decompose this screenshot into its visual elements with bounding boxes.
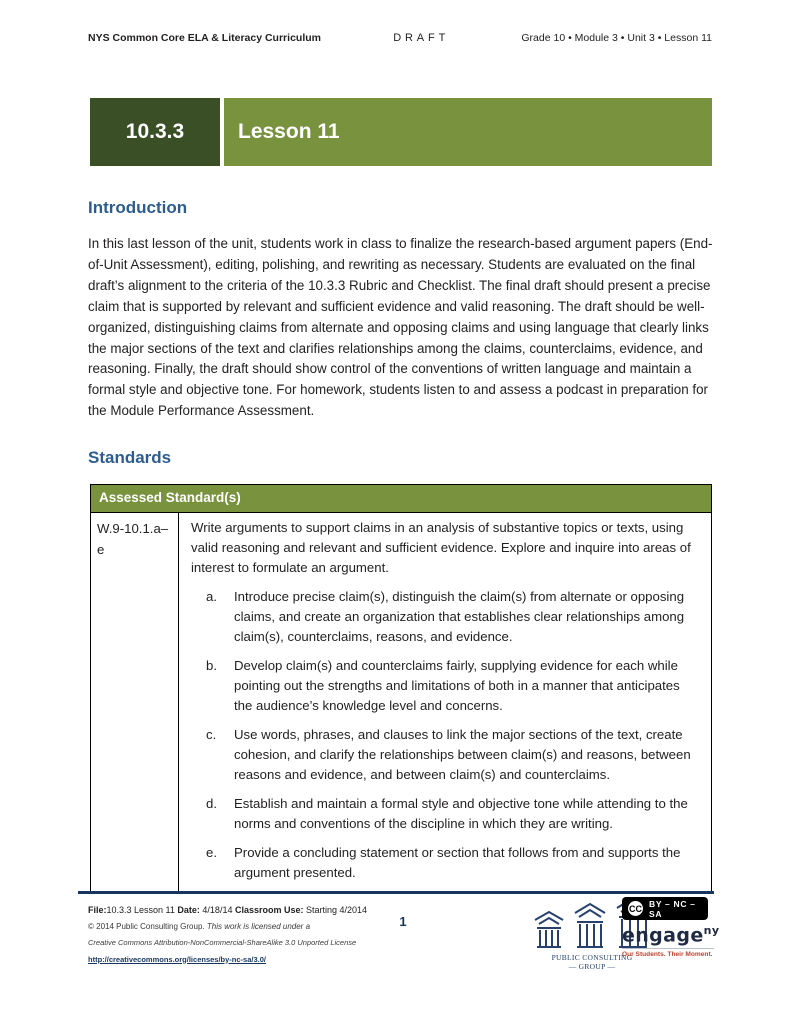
introduction-paragraph: In this last lesson of the unit, students work in class to finalize the research-based argument papers (End-of-Unit Assessment), editing, polishing, and rewriting as necessary. Students are evaluated on the final draft’s alignment to the criteria of the 10.3.3 Rubric and Checklist. The final draft should present a precise claim that is supported by relevant and sufficient evidence and valid reasoning. The draft should be well-organized, distinguishing claims from alternate and opposing claims and using language that clearly links the major sections of the text and clarifies relationships among the claims, counterclaims, evidence, and reasoning. Finally, the draft should show control of the conventions of written language and maintain a formal style and objective tone. For homework, students listen to and assess a podcast in preparation for the Module Performance Assessment. <box>88 236 713 419</box>
footer-file-label: File: <box>88 905 107 915</box>
subitem-letter: b. <box>206 658 217 673</box>
header-curriculum-title: NYS Common Core ELA & Literacy Curriculum <box>88 32 321 44</box>
standards-heading: Standards <box>88 448 172 467</box>
subitem-letter: e. <box>206 845 217 860</box>
subitem-text: Use words, phrases, and clauses to link the major sections of the text, create cohesion, and clarify the relationships between claim(s) and reasons, between reasons and evidence, and between claim(s) and counterclaims. <box>234 727 691 782</box>
footer-license-intro: This work is licensed under a <box>206 921 311 931</box>
cc-engageny-block <box>622 897 720 959</box>
footer-file-info <box>88 902 388 968</box>
pcg-name-line1: PUBLIC CONSULTING <box>551 953 633 962</box>
engageny-tagline: Our Students. Their Moment. <box>622 948 714 958</box>
subitem-letter: a. <box>206 589 217 604</box>
standard-code-cell: W.9-10.1.a–e <box>91 513 179 893</box>
engageny-logo <box>622 924 720 947</box>
subitem-text: Develop claim(s) and counterclaims fairly, supplying evidence for each while pointing out the strengths and limitations of both in a manner that anticipates the audience’s knowledge level and concerns. <box>234 658 680 713</box>
standard-subitem-e <box>206 843 699 883</box>
cc-icon: CC <box>628 901 643 916</box>
table-row <box>91 513 711 893</box>
engage-wordmark: engage <box>622 924 704 947</box>
footer-date-label: Date: <box>177 905 200 915</box>
footer-license-name: Creative Commons Attribution-NonCommercial-ShareAlike 3.0 Unported License <box>88 938 357 947</box>
subitem-letter: d. <box>206 796 217 811</box>
page-header <box>88 32 712 44</box>
footer-classroom-label: Classroom Use: <box>234 905 304 915</box>
footer-classroom-value: Starting 4/2014 <box>303 905 368 915</box>
assessed-standards-table <box>90 484 712 894</box>
footer-file-line <box>88 902 388 919</box>
subitem-text: Introduce precise claim(s), distinguish the claim(s) from alternate or opposing claims, and create an organization that establishes clear relationships among claim(s), counterclaims, reasons, and evidence. <box>234 589 685 644</box>
footer-copyright-line <box>88 919 388 936</box>
standard-subitem-c <box>206 725 699 785</box>
lesson-title: Lesson 11 <box>224 98 712 166</box>
subitem-text: Provide a concluding statement or section that follows from and supports the argument presented. <box>234 845 681 880</box>
introduction-heading: Introduction <box>88 198 188 217</box>
subitem-text: Establish and maintain a formal style and objective tone while attending to the norms and conventions of the discipline in which they are writing. <box>234 796 688 831</box>
standard-subitem-a <box>206 587 699 647</box>
header-draft-watermark: DRAFT <box>393 32 450 44</box>
table-header-assessed-standards: Assessed Standard(s) <box>91 485 711 513</box>
footer-divider <box>78 891 714 894</box>
page-number: 1 <box>399 914 407 929</box>
cc-license-label: BY – NC – SA <box>649 898 696 919</box>
standard-subitem-d <box>206 794 699 834</box>
lesson-banner <box>90 98 712 166</box>
footer-date-value: 4/18/14 <box>199 905 235 915</box>
lesson-code: 10.3.3 <box>90 98 220 166</box>
header-grade-module-unit-lesson: Grade 10 • Module 3 • Unit 3 • Lesson 11 <box>521 32 712 44</box>
subitem-letter: c. <box>206 727 217 742</box>
pcg-name-line2: — GROUP — <box>568 961 616 971</box>
standard-description-cell <box>179 513 711 893</box>
standard-subitem-b <box>206 656 699 716</box>
engage-ny-superscript: ny <box>703 924 720 937</box>
footer-file-value: 10.3.3 Lesson 11 <box>106 905 178 915</box>
cc-by-nc-sa-badge <box>622 897 708 920</box>
standard-intro-text: Write arguments to support claims in an analysis of substantive topics or texts, using valid reasoning and relevant and sufficient evidence. Explore and inquire into areas of interest to formulate an argument. <box>191 520 691 575</box>
creative-commons-link[interactable]: http://creativecommons.org/licenses/by-nc-sa/3.0/ <box>88 954 266 964</box>
footer-copyright: © 2014 Public Consulting Group. <box>88 921 207 931</box>
